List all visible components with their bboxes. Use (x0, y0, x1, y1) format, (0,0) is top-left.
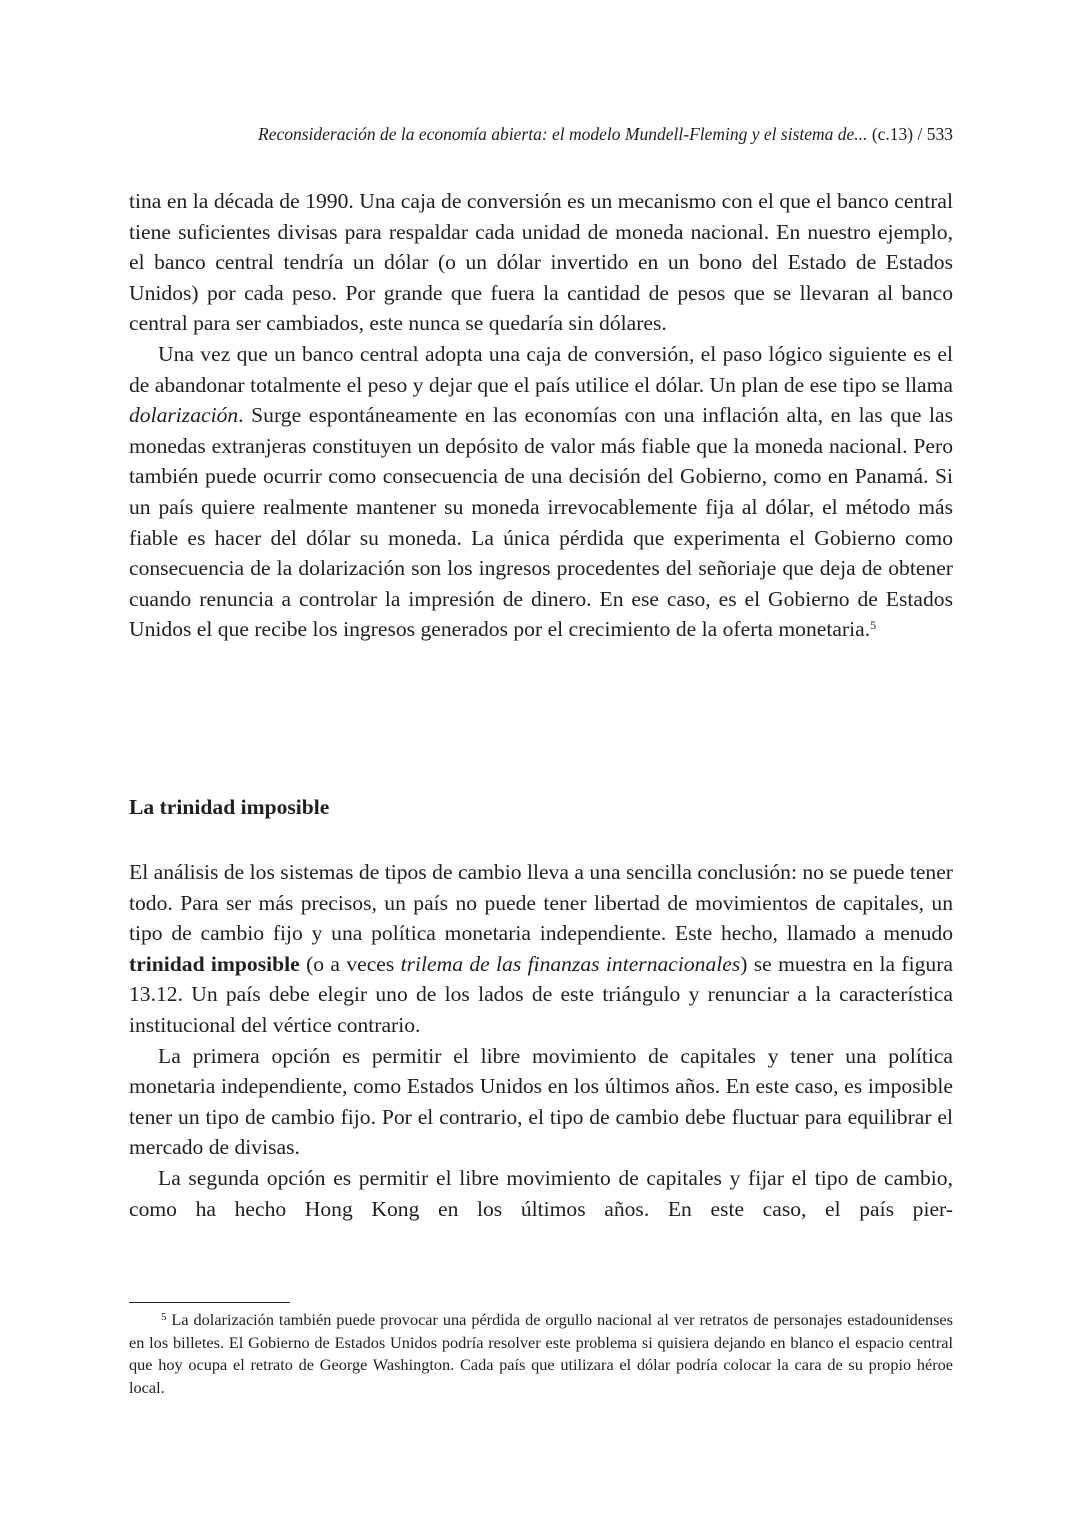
paragraph (129, 339, 953, 645)
footnote-reference[interactable]: 5 (870, 618, 877, 633)
paragraph: La primera opción es permitir el libre movimiento de capitales y tener una política monetaria independiente, como Estados Unidos en los últimos años. En este caso, es imposible tener un tipo de cambio fijo. Por el contrario, el tipo de cambio debe fluctuar para equilibrar el mercado de divisas. (129, 1043, 953, 1160)
footnote-divider (129, 1302, 290, 1303)
paragraph (129, 857, 953, 1041)
paragraph: tina en la década de 1990. Una caja de conversión es un mecanismo con el que el banco central tiene suficientes divisas para respaldar cada unidad de moneda nacional. En nuestro ejemplo, el banco central tendría un dólar (o un dólar invertido en un bono del Estado de Estados Unidos) por cada peso. Por grande que fuera la cantidad de pesos que se llevaran al banco central para ser cambiados, este nunca se quedaría sin dólares. (129, 189, 953, 336)
section-heading: La trinidad imposible (129, 795, 330, 819)
paragraph-text: . Surge espontáneamente en las economías con una inflación alta, en las que las monedas extranjeras constituyen un depósito de valor más fiable que la moneda nacional. Pero también puede ocurrir como consecuencia de una decisión del Gobierno, como en Panamá. Si un país quiere realmente mantener su moneda irrevocablemente fija al dólar, el método más fiable es hacer del dólar su moneda. La única pérdida que experimenta el Gobierno como consecuencia de la dolarización son los ingresos procedentes del señoriaje que deja de obtener cuando renuncia a controlar la impresión de dinero. En ese caso, es el Gobierno de Estados Unidos el que recibe los ingresos generados por el crecimiento de la oferta monetaria. (129, 403, 953, 642)
paragraph-text: ) se muestra en la figura 13.12. Un país debe elegir uno de los lados de este triángulo y renunciar a la característica institucional del vértice contrario. (129, 951, 953, 1037)
page-number: 533 (926, 124, 953, 144)
paragraph-text: (o a veces (299, 951, 401, 976)
footnote-number: 5 (161, 1311, 167, 1323)
running-head-chapter: (c.13) (871, 124, 914, 144)
running-head-separator: / (917, 124, 923, 144)
italic-term-dolarizacion: dolarización (129, 403, 239, 428)
bold-term-trinidad-imposible: trinidad imposible (129, 951, 300, 976)
body-text-block-1 (129, 186, 953, 645)
body-text-block-2 (129, 857, 953, 1224)
footnote-paragraph (129, 1309, 953, 1399)
paragraph-text: El análisis de los sistemas de tipos de cambio lleva a una sencilla conclusión: no se puede tener todo. Para ser más precisos, un país no puede tener libertad de movimientos de capitales, un tipo de cambio fijo y una política monetaria independiente. Este hecho, llamado a menudo (129, 860, 953, 946)
italic-term-trilema: trilema de las finanzas internacionales (400, 951, 741, 976)
footnote (129, 1309, 953, 1399)
footnote-text: La dolarización también puede provocar una pérdida de orgullo nacional al ver retratos de personajes estadounidenses en los billetes. El Gobierno de Estados Unidos podría resolver este problema si quisiera dejando en blanco el espacio central que hoy ocupa el retrato de George Washington. Cada país que utilizara el dólar podría colocar la cara de su propio héroe local. (129, 1310, 953, 1397)
running-head (182, 124, 953, 145)
paragraph-text: Una vez que un banco central adopta una caja de conversión, el paso lógico siguiente es el de abandonar totalmente el peso y dejar que el país utilice el dólar. Un plan de ese tipo se llama (129, 341, 953, 397)
running-head-title: Reconsideración de la economía abierta: el modelo Mundell-Fleming y el sistema de... (258, 124, 868, 144)
paragraph: La segunda opción es permitir el libre movimiento de capitales y fijar el tipo de cambio, como ha hecho Hong Kong en los últimos años. En este caso, el país pier- (129, 1165, 953, 1221)
